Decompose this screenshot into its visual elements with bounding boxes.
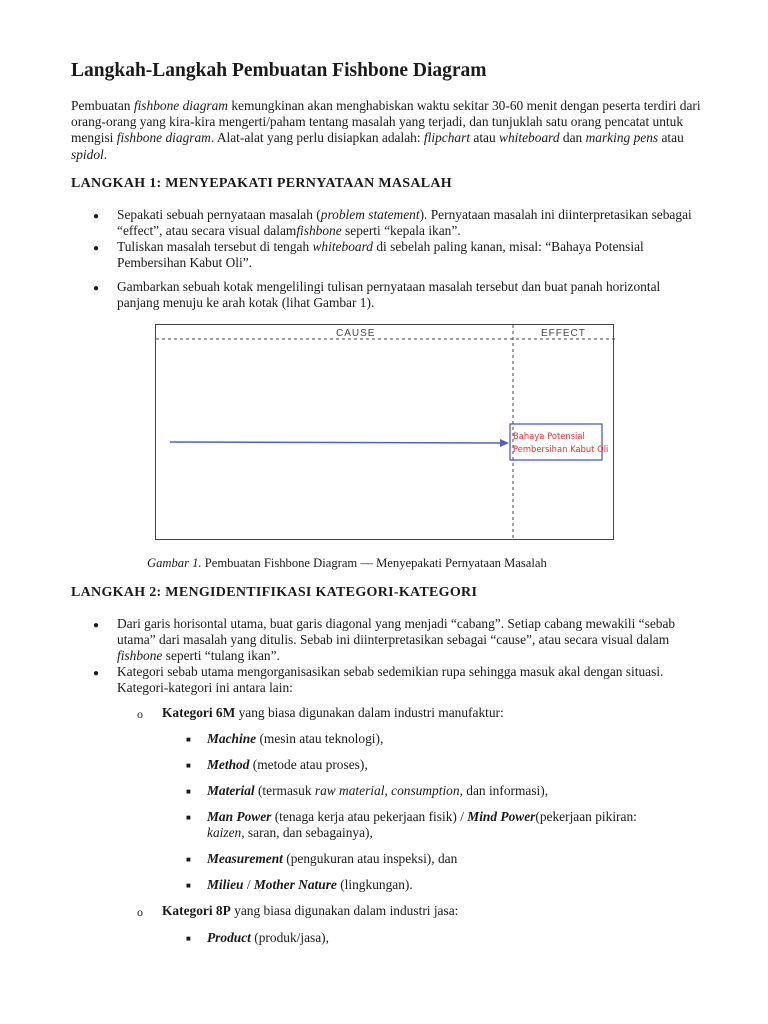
square-bullet-icon: ■ — [186, 787, 191, 796]
figure-1-fishbone — [155, 324, 614, 540]
step1-bullet-3: Gambarkan sebuah kotak mengelilingi tulisan pernyataan masalah tersebut dan buat panah horizontal panjang menuju ke arah kotak (lihat Gambar 1). — [117, 279, 661, 311]
figure-1-caption: Gambar 1. Pembuatan Fishbone Diagram — Menyepakati Pernyataan Masalah — [147, 556, 547, 570]
item-material: Material (termasuk raw material, consumption, dan informasi), — [207, 783, 549, 798]
square-bullet-icon: ■ — [186, 855, 191, 864]
document-title: Langkah-Langkah Pembuatan Fishbone Diagram — [71, 60, 487, 81]
step1-bullet-2: Tuliskan masalah tersebut di tengah whiteboard di sebelah paling kanan, misal: “Bahaya Potensial Pembersihan Kabut Oli”. — [117, 239, 644, 271]
kategori-8p: Kategori 8P yang biasa digunakan dalam industri jasa: — [162, 903, 459, 918]
step1-heading: LANGKAH 1: MENYEPAKATI PERNYATAAN MASALAH — [71, 176, 452, 191]
step1-bullet-1: Sepakati sebuah pernyataan masalah (problem statement). Pernyataan masalah ini diinterpretasikan sebagai “effect”, atau secara visual dalamfishbone seperti “kepala ikan”. — [117, 207, 692, 239]
square-bullet-icon: ■ — [186, 761, 191, 770]
bullet-icon: ● — [93, 620, 100, 631]
item-milieu: Milieu / Mother Nature (lingkungan). — [207, 877, 413, 892]
square-bullet-icon: ■ — [186, 813, 191, 822]
problem-line-1: Bahaya Potensial — [513, 431, 585, 441]
intro-paragraph: Pembuatan fishbone diagram kemungkinan akan menghabiskan waktu sekitar 30-60 menit dengan peserta terdiri dari orang-orang yang kira-kira mengerti/paham tentang masalah yang terjadi, dan tunjuklah satu orang pencatat untuk mengisi fishbone diagram. Alat-alat yang perlu disiapkan adalah: flipchart atau whiteboard dan marking pens atau spidol. — [71, 98, 701, 162]
item-manpower: Man Power (tenaga kerja atau pekerjaan fisik) / Mind Power(pekerjaan pikiran: kaizen, saran, dan sebagainya), — [207, 809, 637, 841]
figure-1-canvas — [156, 325, 615, 541]
effect-label: EFFECT — [541, 328, 586, 339]
bullet-icon: ● — [93, 283, 100, 294]
item-measurement: Measurement (pengukuran atau inspeksi), dan — [207, 851, 458, 866]
cause-label: CAUSE — [336, 328, 376, 339]
circle-bullet-icon: o — [137, 905, 143, 919]
step2-heading: LANGKAH 2: MENGIDENTIFIKASI KATEGORI-KATEGORI — [71, 585, 478, 600]
arrow-head-icon — [500, 439, 509, 447]
bullet-icon: ● — [93, 211, 100, 222]
bullet-icon: ● — [93, 668, 100, 679]
circle-bullet-icon: o — [137, 707, 143, 721]
step2-bullet-2: Kategori sebab utama mengorganisasikan sebab sedemikian rupa sehingga masuk akal dengan situasi. Kategori-kategori ini antara lain: — [117, 664, 664, 696]
bullet-icon: ● — [93, 243, 100, 254]
item-method: Method (metode atau proses), — [207, 757, 368, 772]
main-arrow-line — [170, 442, 506, 443]
square-bullet-icon: ■ — [186, 934, 191, 943]
step2-bullet-1: Dari garis horisontal utama, buat garis diagonal yang menjadi “cabang”. Setiap cabang mewakili “sebab utama” dari masalah yang ditulis. Sebab ini diinterpretasikan sebagai “cause”, atau secara visual dalam fishbone seperti “tulang ikan”. — [117, 616, 676, 664]
problem-box — [510, 424, 602, 460]
square-bullet-icon: ■ — [186, 881, 191, 890]
problem-line-2: Pembersihan Kabut Oli — [513, 444, 609, 454]
item-machine: Machine (mesin atau teknologi), — [207, 731, 384, 746]
item-product: Product (produk/jasa), — [207, 930, 329, 945]
square-bullet-icon: ■ — [186, 735, 191, 744]
kategori-6m: Kategori 6M yang biasa digunakan dalam industri manufaktur: — [162, 705, 504, 720]
